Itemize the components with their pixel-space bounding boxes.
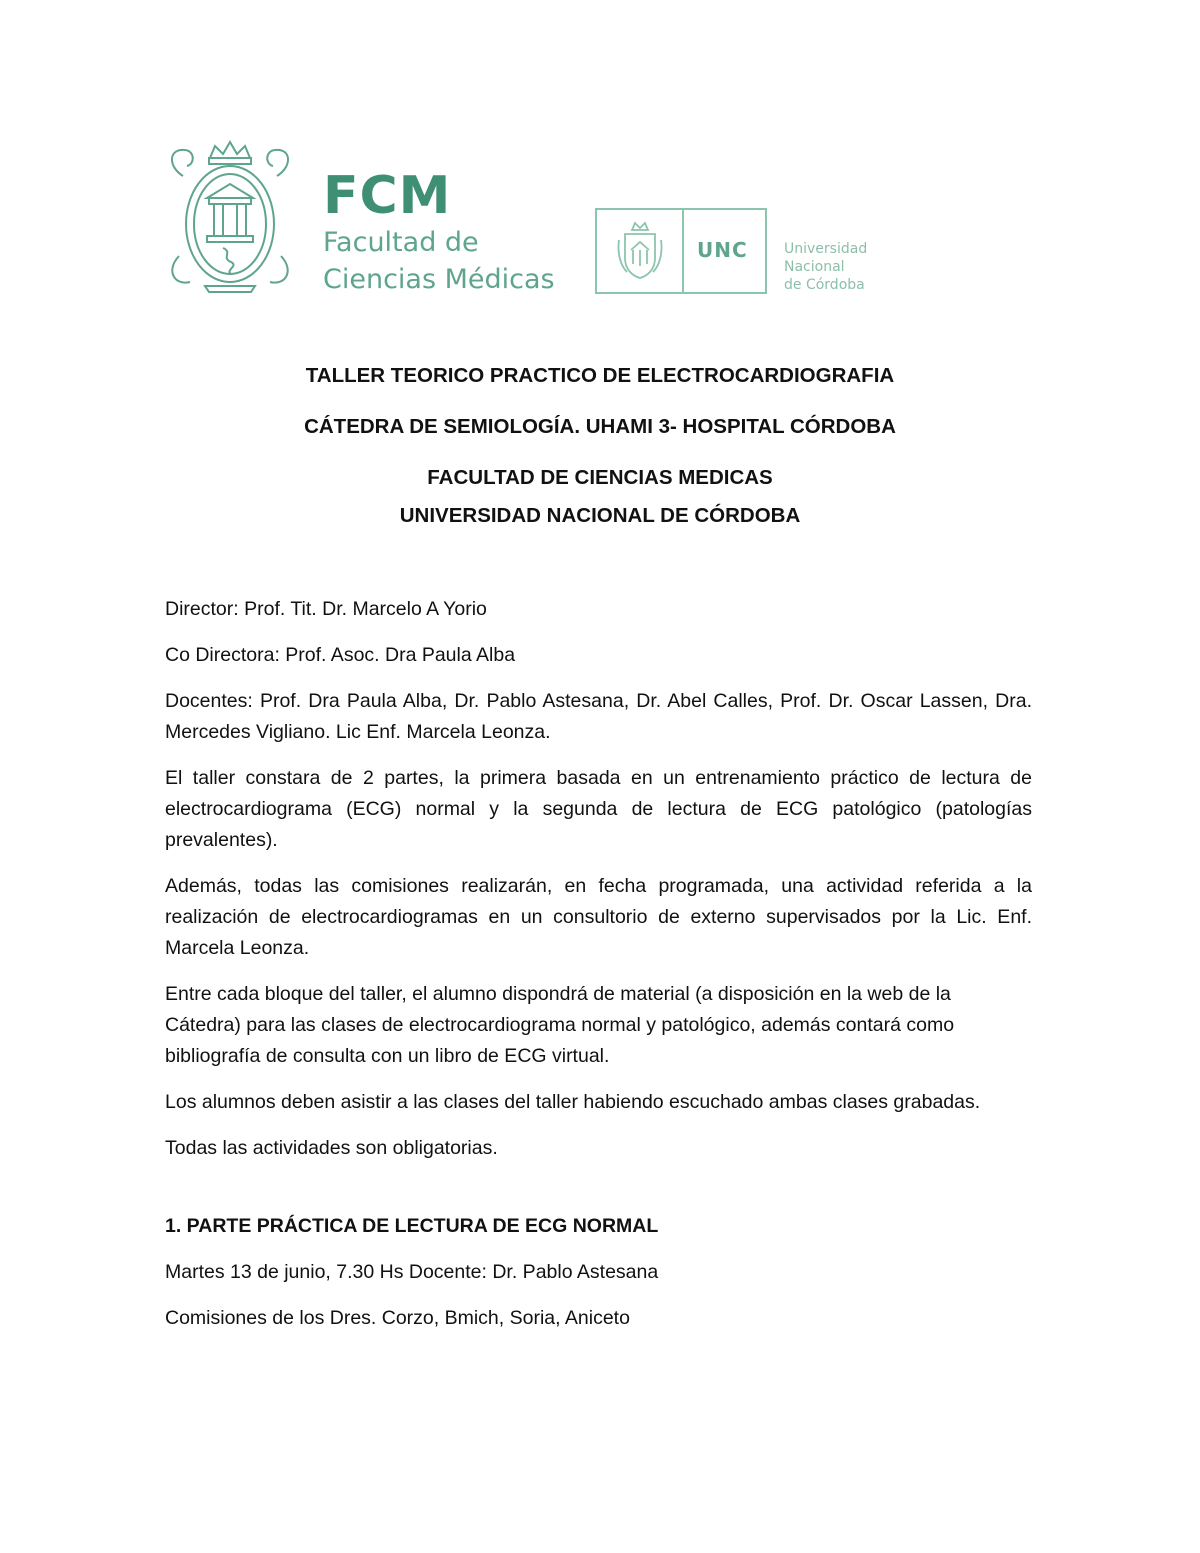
fcm-seal-logo bbox=[165, 136, 295, 296]
document-headings bbox=[0, 362, 1200, 530]
unc-logo-divider bbox=[682, 210, 684, 292]
universidad-heading: UNIVERSIDAD NACIONAL DE CÓRDOBA bbox=[399, 504, 801, 527]
fcm-wordmark bbox=[323, 166, 555, 296]
paragraph-comisiones: Además, todas las comisiones realizarán, en fecha programada, una actividad referida a la realización de electrocardiogramas en un consultorio de externo supervisados por la Lic. Enf. Marcela Leonza. bbox=[165, 875, 1032, 959]
section-1-schedule: Martes 13 de junio, 7.30 Hs Docente: Dr. Pablo Astesana bbox=[165, 1261, 659, 1283]
fcm-acronym: FCM bbox=[323, 166, 452, 226]
section-1-title: 1. PARTE PRÁCTICA DE LECTURA DE ECG NORMAL bbox=[165, 1215, 659, 1237]
unc-name-line-3: de Córdoba bbox=[784, 277, 865, 293]
paragraph-asistencia: Los alumnos deben asistir a las clases del taller habiendo escuchado ambas clases grabadas. bbox=[165, 1091, 981, 1113]
facultad-heading: FACULTAD DE CIENCIAS MEDICAS bbox=[427, 466, 773, 489]
paragraph-material: Entre cada bloque del taller, el alumno dispondrá de material (a disposición en la web de la Cátedra) para las clases de electrocardiograma normal y patológico, además contará como bibliografía de consulta con un libro de ECG virtual. bbox=[165, 983, 955, 1067]
header-logos bbox=[165, 130, 875, 300]
unc-name-line-2: Nacional bbox=[784, 259, 845, 275]
document-body bbox=[165, 594, 1032, 1349]
docentes-paragraph: Docentes: Prof. Dra Paula Alba, Dr. Pablo Astesana, Dr. Abel Calles, Prof. Dr. Oscar Lassen, Dra. Mercedes Vigliano. Lic Enf. Marcela Leonza. bbox=[165, 690, 1032, 743]
unc-logo bbox=[595, 208, 767, 294]
director-line: Director: Prof. Tit. Dr. Marcelo A Yorio bbox=[165, 598, 487, 620]
section-1-comisiones: Comisiones de los Dres. Corzo, Bmich, Soria, Aniceto bbox=[165, 1307, 630, 1329]
co-directora-line: Co Directora: Prof. Asoc. Dra Paula Alba bbox=[165, 644, 516, 666]
fcm-name-line-2: Ciencias Médicas bbox=[323, 264, 555, 295]
document-title: TALLER TEORICO PRACTICO DE ELECTROCARDIOGRAFIA bbox=[305, 364, 895, 387]
catedra-heading: CÁTEDRA DE SEMIOLOGÍA. UHAMI 3- HOSPITAL CÓRDOBA bbox=[304, 415, 896, 438]
paragraph-taller-partes: El taller constara de 2 partes, la primera basada en un entrenamiento práctico de lectura de electrocardiograma (ECG) normal y la segunda de lectura de ECG patológico (patologías prevalentes). bbox=[165, 767, 1032, 851]
unc-name-line-1: Universidad bbox=[784, 241, 868, 257]
paragraph-obligatorias: Todas las actividades son obligatorias. bbox=[165, 1137, 498, 1159]
unc-acronym: UNC bbox=[697, 238, 748, 262]
unc-full-name bbox=[784, 240, 867, 294]
unc-shield-icon bbox=[617, 220, 663, 282]
fcm-name-line-1: Facultad de bbox=[323, 227, 479, 258]
